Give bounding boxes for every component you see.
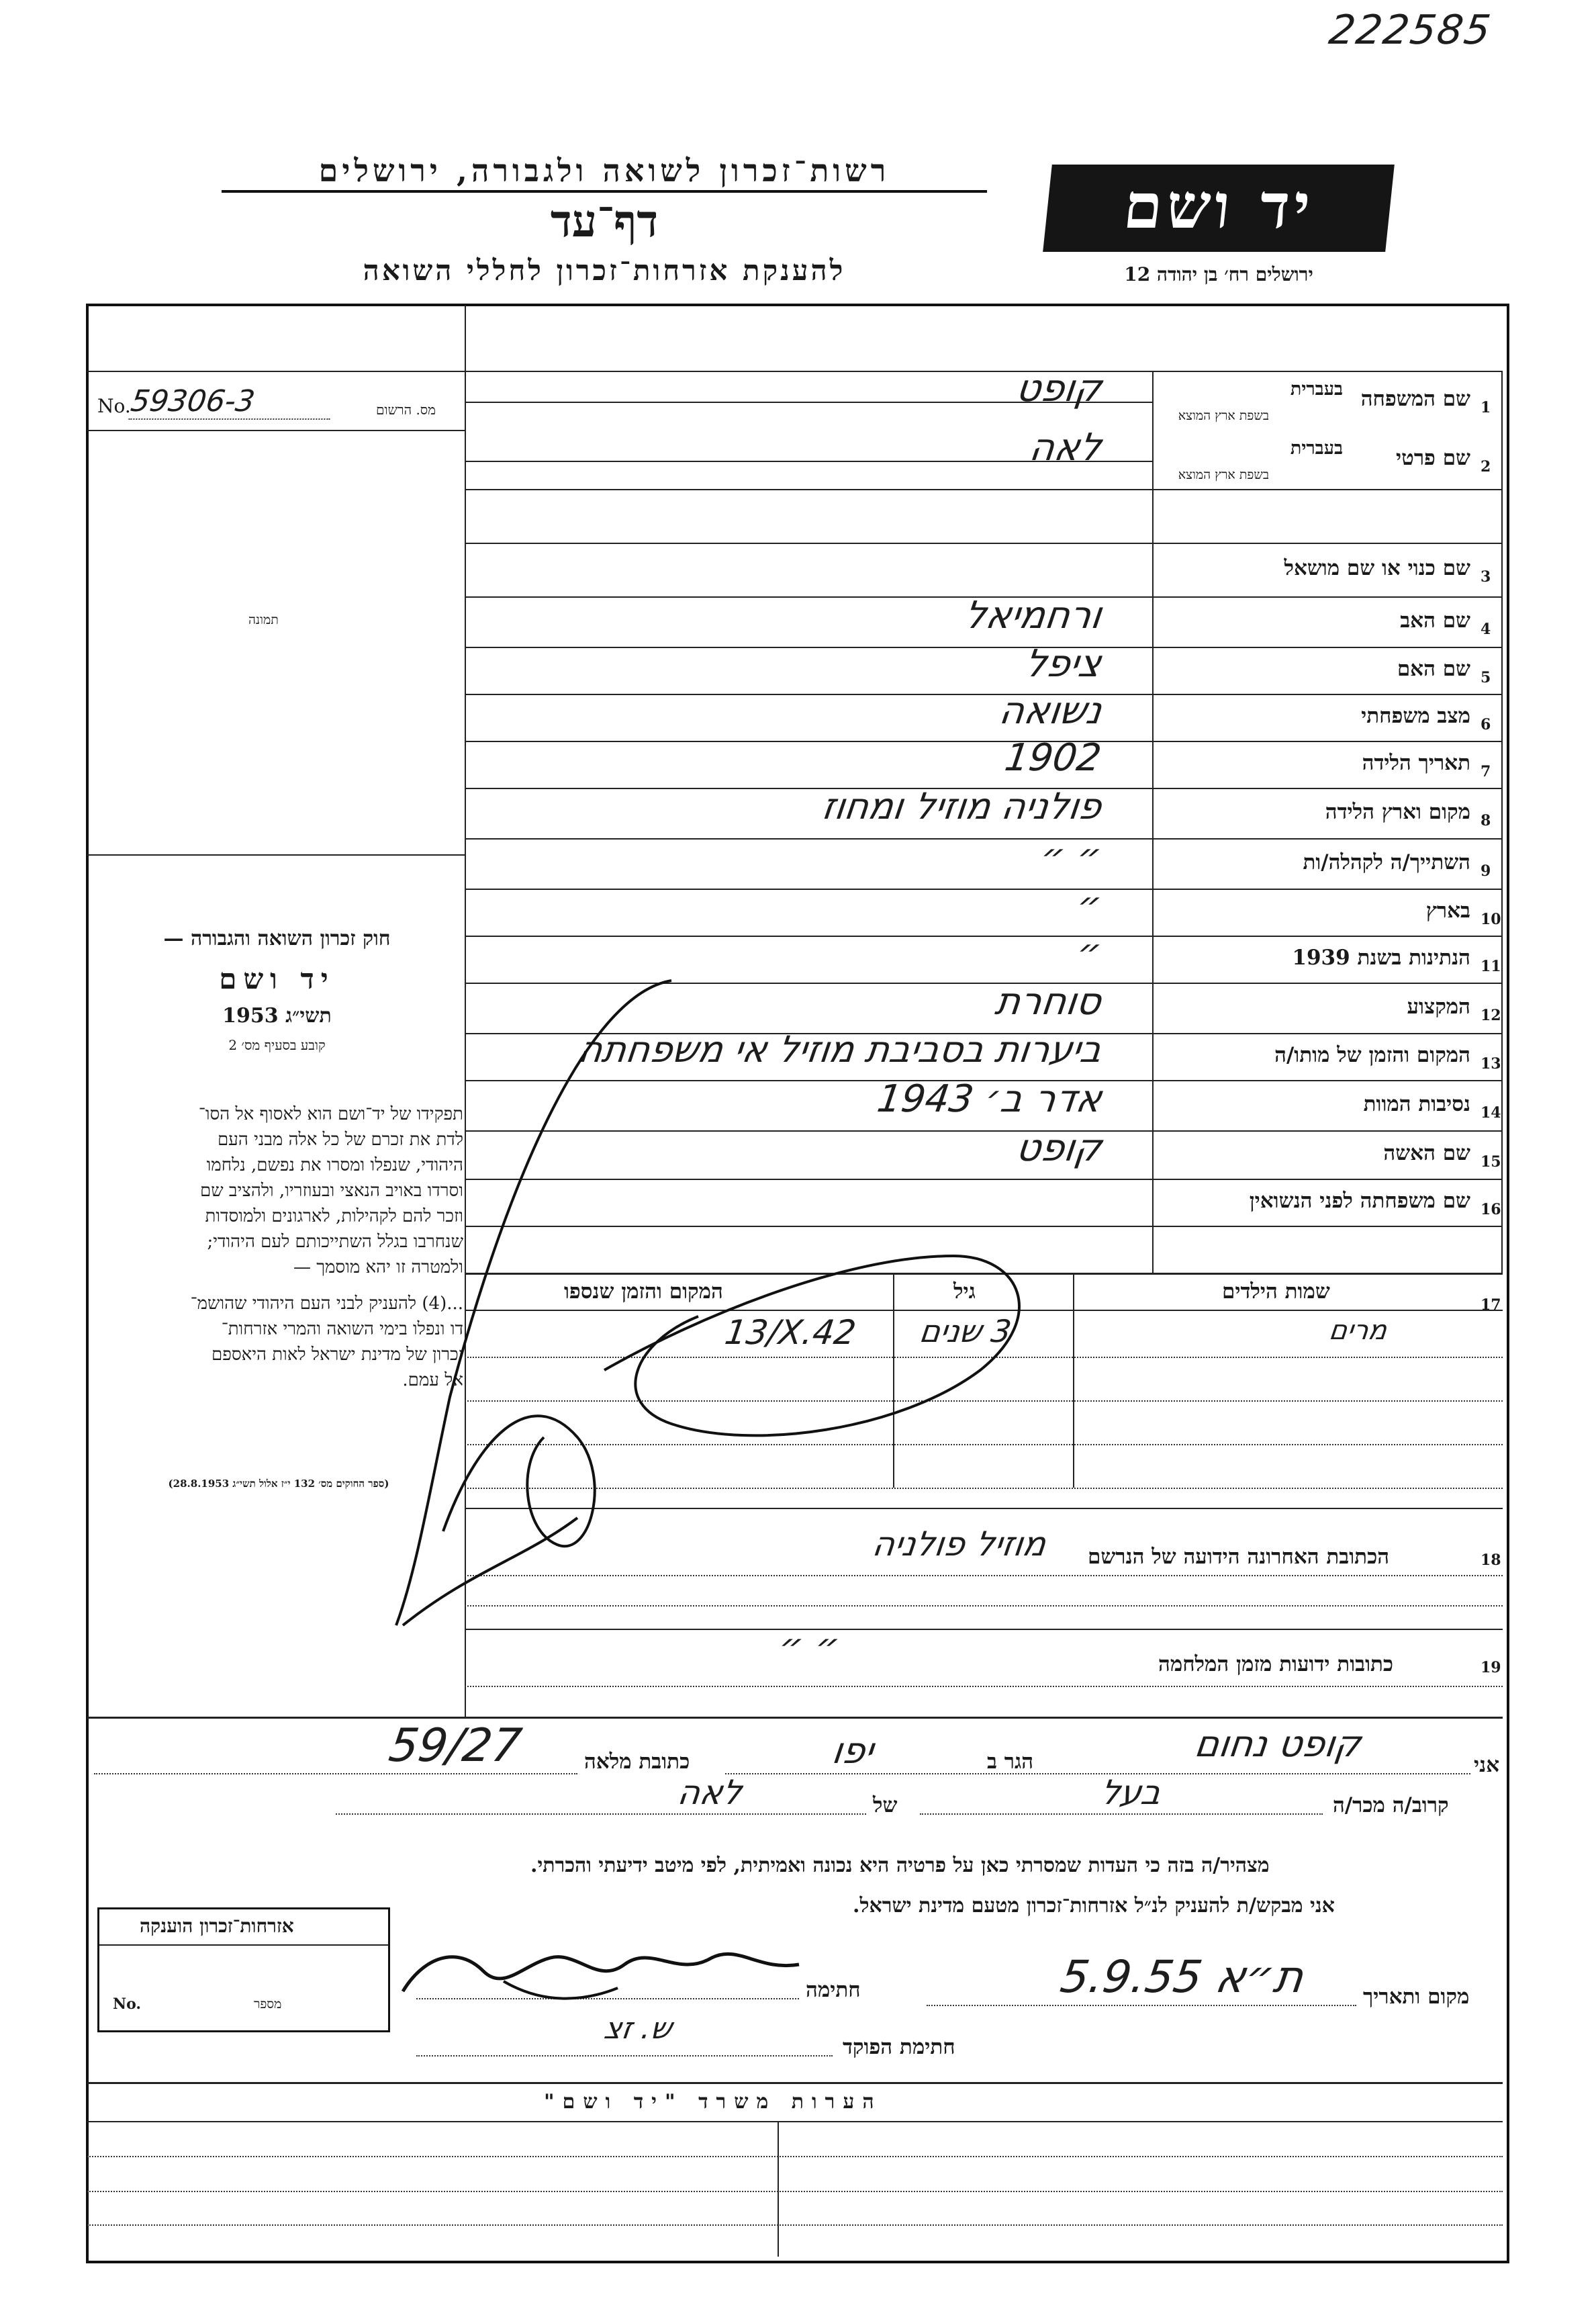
resident-label: הגר ב: [987, 1750, 1034, 1774]
field-row-divider: [465, 889, 1503, 890]
field-label-15: שם האשה: [1383, 1141, 1470, 1165]
field-row-divider: [465, 489, 1503, 490]
field-number-10: 10: [1481, 911, 1501, 928]
cert-box: [97, 1907, 390, 2032]
official-signature: ש. זצ: [602, 2012, 675, 2046]
field-value-10: ״: [1074, 884, 1105, 928]
field-number-19: 19: [1481, 1659, 1501, 1676]
field-row-divider: [465, 936, 1503, 937]
declarant-relation: בעל: [1098, 1773, 1164, 1812]
field-value-13: ביערות בסביבת מוזיל אי משפחתה: [575, 1028, 1105, 1071]
field-label-10: בארץ: [1425, 899, 1470, 923]
logo-text: יד ושם: [1120, 170, 1318, 242]
field-number-9: 9: [1481, 862, 1491, 880]
field-label-2: שם פרטי: [1395, 446, 1470, 470]
law-text-line: ...(4) להעניק לבני העם היהודי שהושמ־: [190, 1294, 463, 1314]
relation-line: [920, 1813, 1323, 1815]
law-year: תשי״ג 1953: [222, 1004, 332, 1028]
field-value-14: אדר ב׳ 1943: [874, 1077, 1105, 1121]
authority-title: רשות־זכרון לשואה ולגבורה, ירושלים: [222, 151, 987, 193]
label-divider: [1152, 371, 1154, 1273]
notes-line: [87, 2224, 1503, 2226]
field-label-14: נסיבות המוות: [1363, 1091, 1470, 1116]
form-title: דף־עד: [550, 195, 659, 247]
of-name: לאה: [675, 1773, 745, 1812]
field-row-divider: [465, 543, 1503, 544]
field-label-9: השתייך/ה לקהלה/ות: [1303, 850, 1470, 874]
field-label-8: מקום וארץ הלידה: [1325, 799, 1470, 824]
field-number-7: 7: [1481, 763, 1491, 780]
reg-number: 59306-3: [128, 384, 334, 420]
field18-label: הכתובת האחרונה הידועה של הנרשם: [1088, 1545, 1390, 1569]
field-label-7: תאריך הלידה: [1362, 751, 1470, 775]
field-number-8: 8: [1481, 811, 1491, 829]
of-line: [336, 1813, 866, 1815]
field-value-4: ורחמיאל: [961, 593, 1105, 637]
notes-top: [87, 2082, 1503, 2084]
field-number-12: 12: [1481, 1006, 1501, 1024]
relative-label: קרוב/ה מכר/ה: [1333, 1793, 1449, 1817]
field-value-7: 1902: [1002, 736, 1105, 780]
photo-label: תמונה: [248, 613, 279, 627]
notes-line: [87, 2191, 1503, 2192]
declarant-city: יפו: [829, 1729, 876, 1772]
field-number-11: 11: [1481, 958, 1501, 975]
field-row-divider: [465, 647, 1503, 648]
field-number-5: 5: [1481, 669, 1491, 686]
field-label-5: שם האם: [1397, 657, 1470, 681]
law-text-line: תפקידו של יד־ושם הוא לאסוף אל הסו־: [198, 1104, 463, 1124]
reg-no-prefix: No.: [97, 395, 131, 417]
field19-line: [465, 1686, 1503, 1687]
address-line: [94, 1773, 577, 1774]
notes-title-line: [87, 2121, 1503, 2122]
field-row-divider: [465, 838, 1503, 840]
law-text-line: דו ונפלו בימי השואה והמרי אזרחות־: [221, 1319, 463, 1339]
declarant-name: קופט נחום: [1192, 1723, 1364, 1765]
of-label: של: [873, 1793, 898, 1817]
field-label-12: המקצוע: [1407, 994, 1470, 1019]
reg-row-divider: [87, 371, 1503, 372]
field19-value: ״ ״: [776, 1625, 843, 1669]
law-text-line: זכרון של מדינת ישראל לאות היאספם: [212, 1345, 463, 1365]
field-label-13: המקום והזמן של מותו/ה: [1274, 1043, 1470, 1067]
field-number-1: 1: [1481, 399, 1491, 416]
field-value-12: סוחרת: [992, 979, 1105, 1024]
declarant-i-label: אני: [1474, 1753, 1500, 1777]
field-number-17: 17: [1481, 1296, 1501, 1314]
declaration-line-2: אני מבקש/ת להעניק לנ״ל אזרחות־זכרון מטעם מדינת ישראל.: [853, 1894, 1335, 1917]
cert-no-prefix: No.: [113, 1995, 142, 2013]
law-text-line: ולמטרה זו יהא מוסמך —: [293, 1257, 463, 1277]
form-subtitle: להענקת אזרחות־זכרון לחללי השואה: [363, 254, 846, 287]
field-number-15: 15: [1481, 1153, 1501, 1171]
field-number-18: 18: [1481, 1551, 1501, 1569]
law-clause: קובע בסעיף מס׳ 2: [228, 1037, 326, 1053]
law-text-line: לדת את זכרם של כל אלה מבני העם: [217, 1130, 463, 1150]
field-value-2: לאה: [1027, 426, 1105, 469]
hebrew-tag: בעברית: [1290, 438, 1343, 459]
field-right-divider: [1501, 371, 1503, 1273]
yad-vashem-logo: [1043, 165, 1395, 252]
child-name: מרים: [1327, 1315, 1389, 1346]
cert-title-line: [99, 1944, 388, 1946]
field-label-3: שם כנוי או שם מושאל: [1284, 556, 1470, 580]
field-value-6: נשואה: [996, 689, 1105, 733]
declaration-line-1: מצהיר/ה בזה כי העדות שמסרתי כאן על פרטיה היא נכונה ואמיתית, לפי מיטב ידיעתי והכרתי.: [530, 1854, 1270, 1877]
field-number-3: 3: [1481, 568, 1491, 586]
field-number-14: 14: [1481, 1103, 1501, 1122]
cert-title: אזרחות־זכרון הוענקה: [140, 1915, 294, 1937]
place-date-line: [927, 2005, 1356, 2006]
children-age-header: גיל: [953, 1279, 976, 1304]
field-row-divider: [465, 741, 1503, 742]
law-text-line: וזכר להם לקהילות, לארגונים ולמוסדות: [205, 1206, 463, 1226]
field18-value: מוזיל פולניה: [870, 1525, 1049, 1564]
field-value-5: ציפל: [1022, 642, 1105, 686]
field-number-4: 4: [1481, 620, 1491, 638]
origin-tag: בשפת ארץ המוצא: [1178, 408, 1269, 423]
child-place: 13/X.42: [722, 1313, 859, 1352]
official-signature-line: [416, 2055, 833, 2057]
reg-label: מס. הרשום: [376, 402, 436, 418]
notes-divider: [778, 2121, 779, 2257]
official-signature-label: חתימת הפוקד: [843, 2035, 955, 2059]
field-number-16: 16: [1481, 1201, 1501, 1218]
field-number-13: 13: [1481, 1055, 1501, 1073]
law-text-line: אל עמם.: [402, 1370, 463, 1390]
field-value-11: ״: [1074, 931, 1105, 975]
serial-number: 222585: [1326, 7, 1495, 54]
child-age: 3 שנים: [917, 1313, 1014, 1349]
law-text-line: שנחרבו בגלל השתייכותם לעם היהודי;: [207, 1232, 463, 1252]
field-number-2: 2: [1481, 458, 1491, 476]
law-name: יד ושם: [219, 962, 335, 995]
field-label-16: שם משפחתה לפני הנשואין: [1249, 1189, 1470, 1213]
declarant-signature: [396, 1917, 812, 2018]
cancellation-scribble: [376, 967, 1128, 1652]
field-label-4: שם האב: [1400, 608, 1470, 633]
full-address-label: כתובת מלאה: [584, 1750, 690, 1774]
law-title: חוק זכרון השואה והגבורה —: [163, 927, 391, 950]
field-number-6: 6: [1481, 716, 1491, 733]
children-place-header: המקום והזמן שנספו: [564, 1279, 723, 1304]
notes-line: [87, 2156, 1503, 2157]
field-value-9: ״ ״: [1037, 835, 1105, 879]
signature-label: חתימה: [806, 1978, 861, 2002]
office-notes-title: הערות משרד "יד ושם": [544, 2090, 882, 2114]
field-label-11: הנתינות בשנת 1939: [1292, 946, 1470, 970]
photo-top-line: [87, 430, 465, 431]
law-text-line: היהודי, שנפלו ומסרו את נפשם, נלחמו: [206, 1155, 463, 1175]
children-names-header: שמות הילדים: [1222, 1279, 1330, 1304]
place-date-label: מקום ותאריך: [1363, 1985, 1470, 2009]
declarant-address: 59/27: [385, 1719, 525, 1772]
declaration-top: [87, 1717, 1503, 1719]
field-value-8: פולניה מוזיל ומחוז: [819, 784, 1105, 827]
hebrew-tag: בעברית: [1290, 379, 1343, 400]
field-row-divider: [465, 694, 1503, 695]
cert-no-label: מספר: [254, 1997, 282, 2012]
field-label-1: שם המשפחה: [1360, 387, 1470, 411]
logo-address: ירושלים רח׳ בן יהודה 12: [1124, 263, 1313, 285]
declarant-line: [725, 1773, 1470, 1774]
law-text-line: וסרדו באויב הנאצי ובעוזריו, ולהציב שם: [200, 1181, 463, 1201]
law-source: (ספר החוקים מס׳ 132 י״ז אלול תשי״ג 28.8.1953): [168, 1478, 389, 1490]
field-value-1: קופט: [1013, 367, 1105, 410]
field19-label: כתובות ידועות מזמן המלחמה: [1158, 1652, 1394, 1676]
photo-bottom-line: [87, 854, 465, 856]
origin-tag: בשפת ארץ המוצא: [1178, 467, 1269, 482]
field-value-15: קופט: [1013, 1126, 1105, 1170]
field-label-6: מצב משפחתי: [1361, 704, 1470, 728]
place-date-value: ת״א 5.9.55: [1057, 1951, 1307, 2003]
